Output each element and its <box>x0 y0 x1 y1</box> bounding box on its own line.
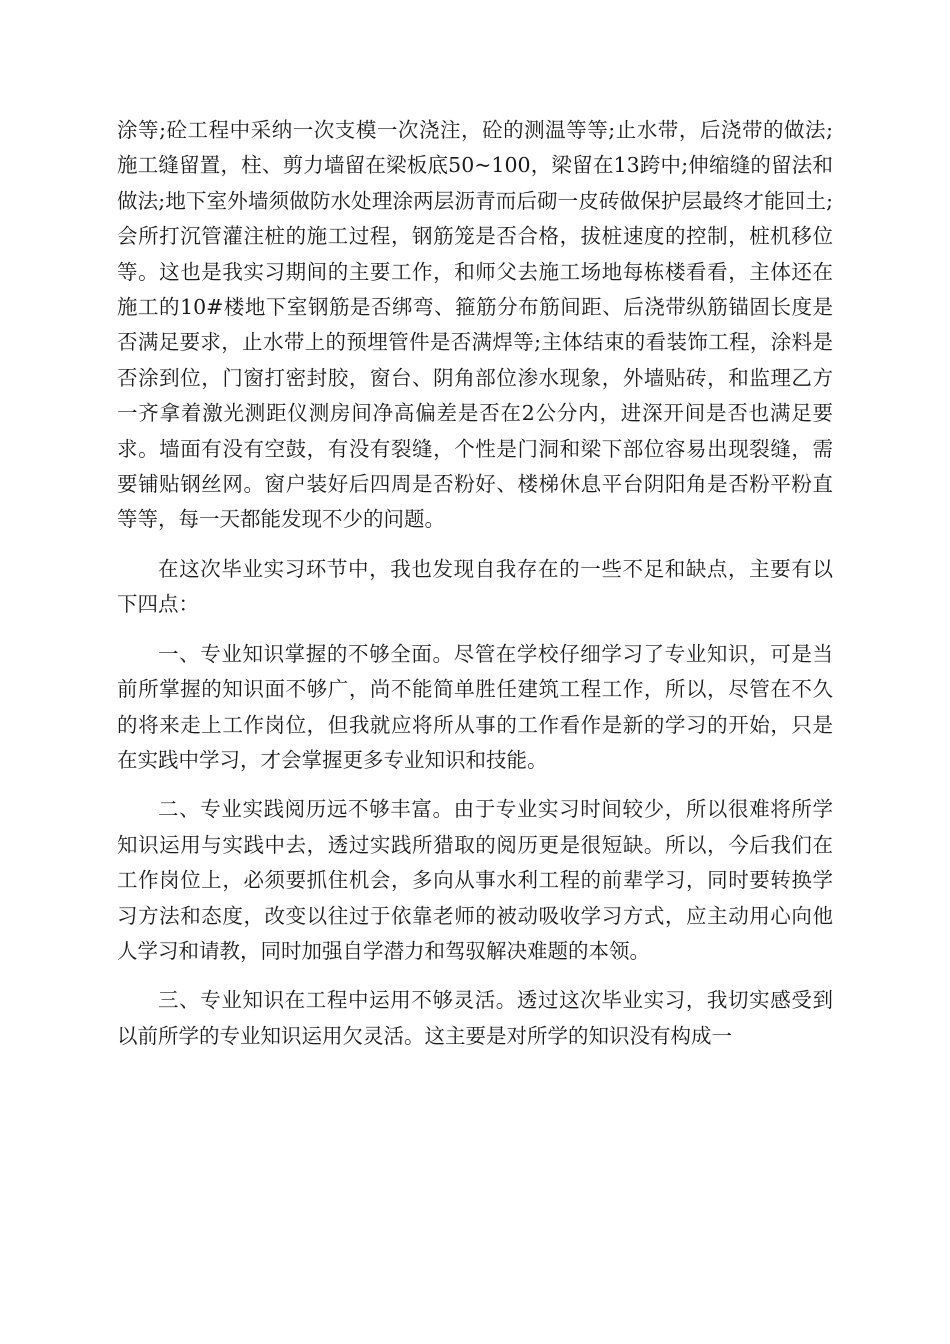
paragraph-point-two: 二、专业实践阅历远不够丰富。由于专业实习时间较少，所以很难将所学知识运用与实践中去，透过实践所猎取的阅历更是很短缺。所以，今后我们在工作岗位上，必须要抓住机会，多向从事水利工程的前辈学习，同时要转换学习方法和态度，改变以往过于依靠老师的被动吸收学习方式，应主动用心向他人学习和请教，同时加强自学潜力和驾驭解决难题的本领。 <box>117 797 833 963</box>
paragraph-point-three: 三、专业知识在工程中运用不够灵活。透过这次毕业实习，我切实感受到以前所学的专业知识运用欠灵活。这主要是对所学的知识没有构成一 <box>117 988 833 1048</box>
paragraph-shortcomings-intro: 在这次毕业实习环节中，我也发现自我存在的一些不足和缺点，主要有以下四点： <box>117 556 833 617</box>
paragraph-construction-work: 涂等;砼工程中采纳一次支模一次浇注，砼的测温等等;止水带，后浇带的做法;施工缝留置，柱、剪力墙留在梁板底50~100，梁留在13跨中;伸缩缝的留法和做法;地下室外墙须做防水处理涂两层沥青而后砌一皮砖做保护层最终才能回土;会所打沉管灌注桩的施工过程，钢筋笼是否合格，拔桩速度的控制，桩机移位等。这也是我实习期间的主要工作，和师父去施工场地每栋楼看看，主体还在施工的10#楼地下室钢筋是否绑弯、箍筋分布筋间距、后浇带纵筋锚固长度是否满足要求，止水带上的预埋管件是否满焊等;主体结束的看装饰工程，涂料是否涂到位，门窗打密封胶，窗台、阴角部位渗水现象，外墙贴砖，和监理乙方一齐拿着激光测距仪测房间净高偏差是否在2公分内，进深开间是否也满足要求。墙面有没有空鼓，有没有裂缝，个性是门洞和梁下部位容易出现裂缝，需要铺贴钢丝网。窗户装好后四周是否粉好、楼梯休息平台阴阳角是否粉平粉直等等，每一天都能发现不少的问题。 <box>117 118 833 532</box>
paragraph-point-one: 一、专业知识掌握的不够全面。尽管在学校仔细学习了专业知识，可是当前所掌握的知识面不够广，尚不能简单胜任建筑工程工作，所以，尽管在不久的将来走上工作岗位，但我就应将所从事的工作看作是新的学习的开始，只是在实践中学习，才会掌握更多专业知识和技能。 <box>117 641 833 772</box>
document-body <box>117 113 833 1054</box>
